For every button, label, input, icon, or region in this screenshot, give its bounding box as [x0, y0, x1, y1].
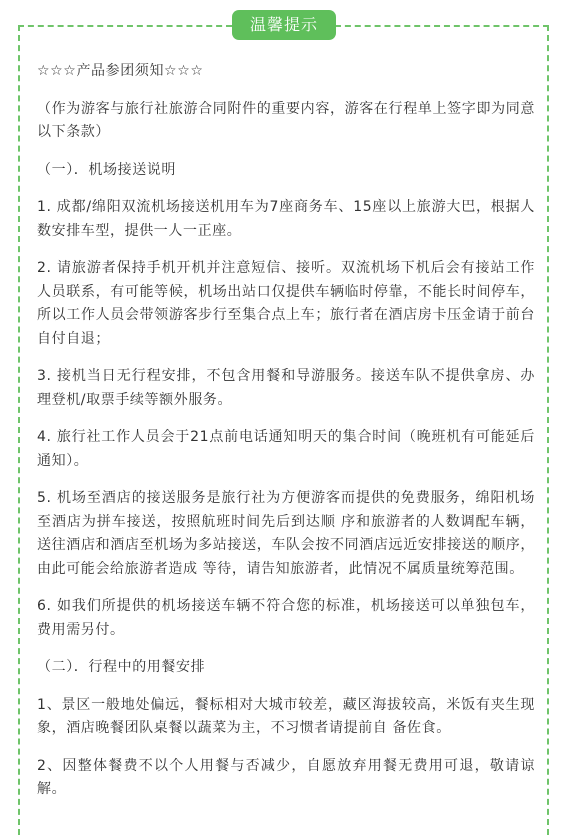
- airport-item-3: 3. 接机当日无行程安排，不包含用餐和导游服务。接送车队不提供拿房、办理登机/取票手续等额外服务。: [37, 368, 535, 408]
- meal-item-1: 1、景区一般地处偏远，餐标相对大城市较差，藏区海拔较高，米饭有夹生现象，酒店晚餐团队桌餐以蔬菜为主，不习惯者请提前自 备佐食。: [37, 696, 535, 736]
- airport-item-5: 5. 机场至酒店的接送服务是旅行社为方便游客而提供的免费服务，绵阳机场至酒店为拼车接送，按照航班时间先后到达顺 序和旅游者的人数调配车辆，送往酒店和酒店至机场为多站接送，车队会按不同酒店远近安排接送的顺序，由此可能会给旅游者造成 等待，请告知旅游者，此情况不属质量统筹范围。: [37, 490, 535, 577]
- notice-title: ☆☆☆产品参团须知☆☆☆: [37, 63, 204, 79]
- airport-item-6: 6. 如我们所提供的机场接送车辆不符合您的标准，机场接送可以单独包车，费用需另付。: [37, 598, 535, 638]
- meal-item-2: 2、因整体餐费不以个人用餐与否减少，自愿放弃用餐无费用可退，敬请谅解。: [37, 757, 535, 797]
- section-heading-meals: （二）．行程中的用餐安排: [37, 659, 206, 675]
- notice-intro: （作为游客与旅行社旅游合同附件的重要内容，游客在行程单上签字即为同意以下条款）: [37, 100, 535, 140]
- notice-content: [37, 60, 535, 816]
- airport-item-2: 2. 请旅游者保持手机开机并注意短信、接听。双流机场下机后会有接站工作人员联系，有可能等候，机场出站口仅提供车辆临时停靠，不能长时间停车，所以工作人员会带领游客步行至集合点上车；旅行者在酒店房卡压金请于前台自付自退；: [37, 260, 535, 347]
- notice-badge: 温馨提示: [232, 10, 336, 40]
- section-heading-airport: （一）．机场接送说明: [37, 161, 176, 178]
- airport-item-1: 1. 成都/绵阳双流机场接送机用车为7座商务车、15座以上旅游大巴，根据人数安排车型，提供一人一正座。: [37, 199, 535, 239]
- airport-item-4: 4. 旅行社工作人员会于21点前电话通知明天的集合时间（晚班机有可能延后通知）。: [37, 429, 535, 469]
